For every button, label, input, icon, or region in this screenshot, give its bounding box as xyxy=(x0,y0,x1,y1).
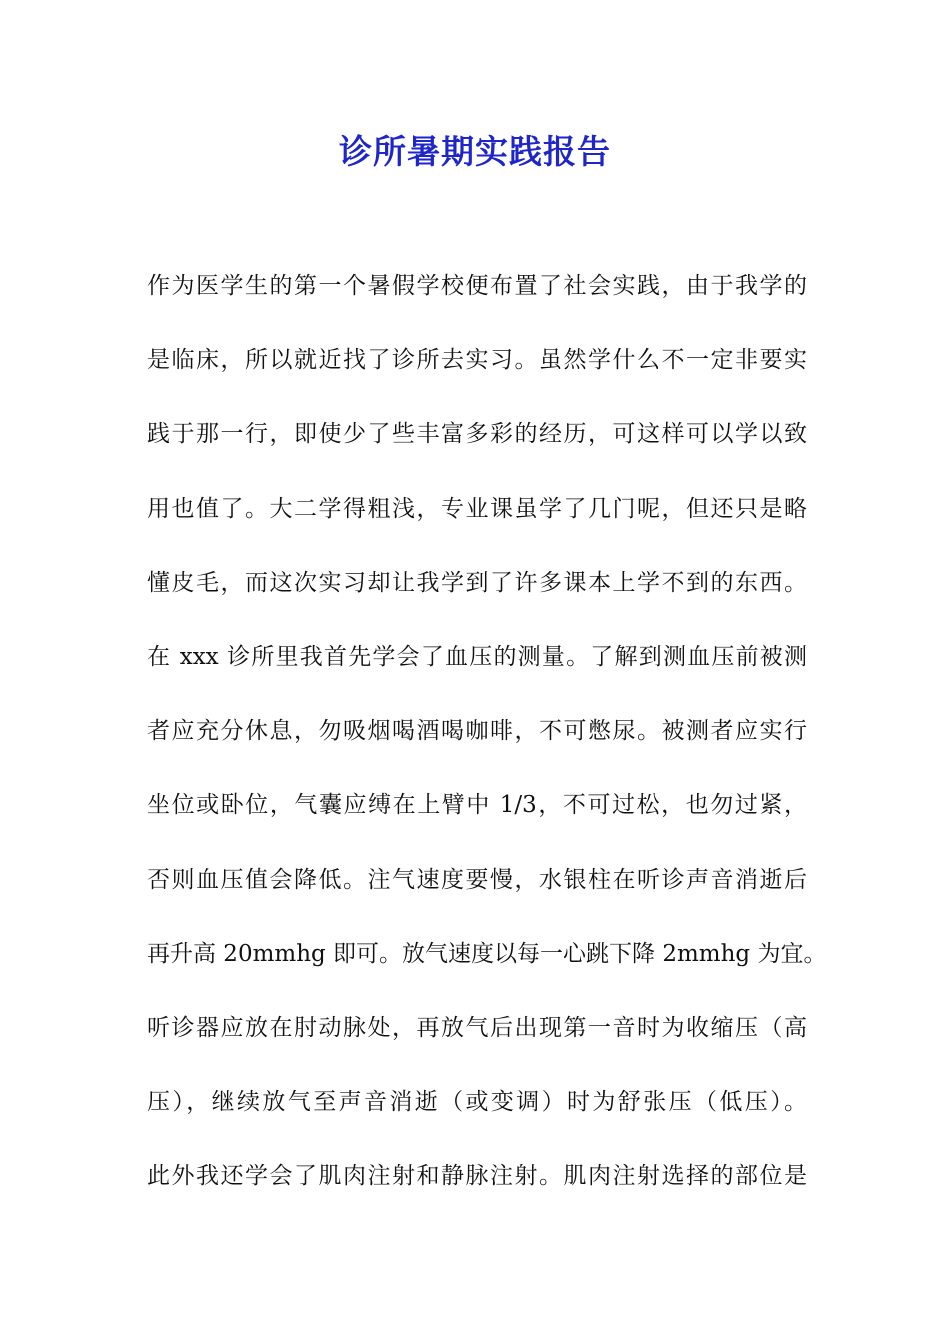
body-line: 懂皮毛，而这次实习却让我学到了许多课本上学不到的东西。 xyxy=(147,569,807,596)
body-line: 否则血压值会降低。注气速度要慢，水银柱在听诊声音消逝后 xyxy=(147,866,807,893)
body-line: 坐位或卧位，气囊应缚在上臂中 1/3，不可过松，也勿过紧， xyxy=(147,792,807,819)
document-body xyxy=(147,264,827,1228)
body-line: 作为医学生的第一个暑假学校便布置了社会实践，由于我学的 xyxy=(147,273,807,299)
body-line: 再升高 20mmhg 即可。放气速度以每一心跳下降 2mmhg 为宜。 xyxy=(147,940,827,967)
body-line: 听诊器应放在肘动脉处，再放气后出现第一音时为收缩压（高 xyxy=(147,1014,807,1041)
body-line: 践于那一行，即使少了些丰富多彩的经历，可这样可以学以致 xyxy=(147,421,807,448)
body-line: 用也值了。大二学得粗浅，专业课虽学了几门呢，但还只是略 xyxy=(147,495,807,522)
body-line: 者应充分休息，勿吸烟喝酒喝咖啡，不可憋尿。被测者应实行 xyxy=(147,718,807,745)
body-line: 在 xxx 诊所里我首先学会了血压的测量。了解到测血压前被测 xyxy=(147,643,807,670)
body-line: 压），继续放气至声音消逝（或变调）时为舒张压（低压）。 xyxy=(147,1089,807,1116)
body-line: 此外我还学会了肌肉注射和静脉注射。肌肉注射选择的部位是 xyxy=(147,1163,807,1190)
body-line: 是临床，所以就近找了诊所去实习。虽然学什么不一定非要实 xyxy=(147,347,807,374)
document-title: 诊所暑期实践报告 xyxy=(339,132,611,171)
